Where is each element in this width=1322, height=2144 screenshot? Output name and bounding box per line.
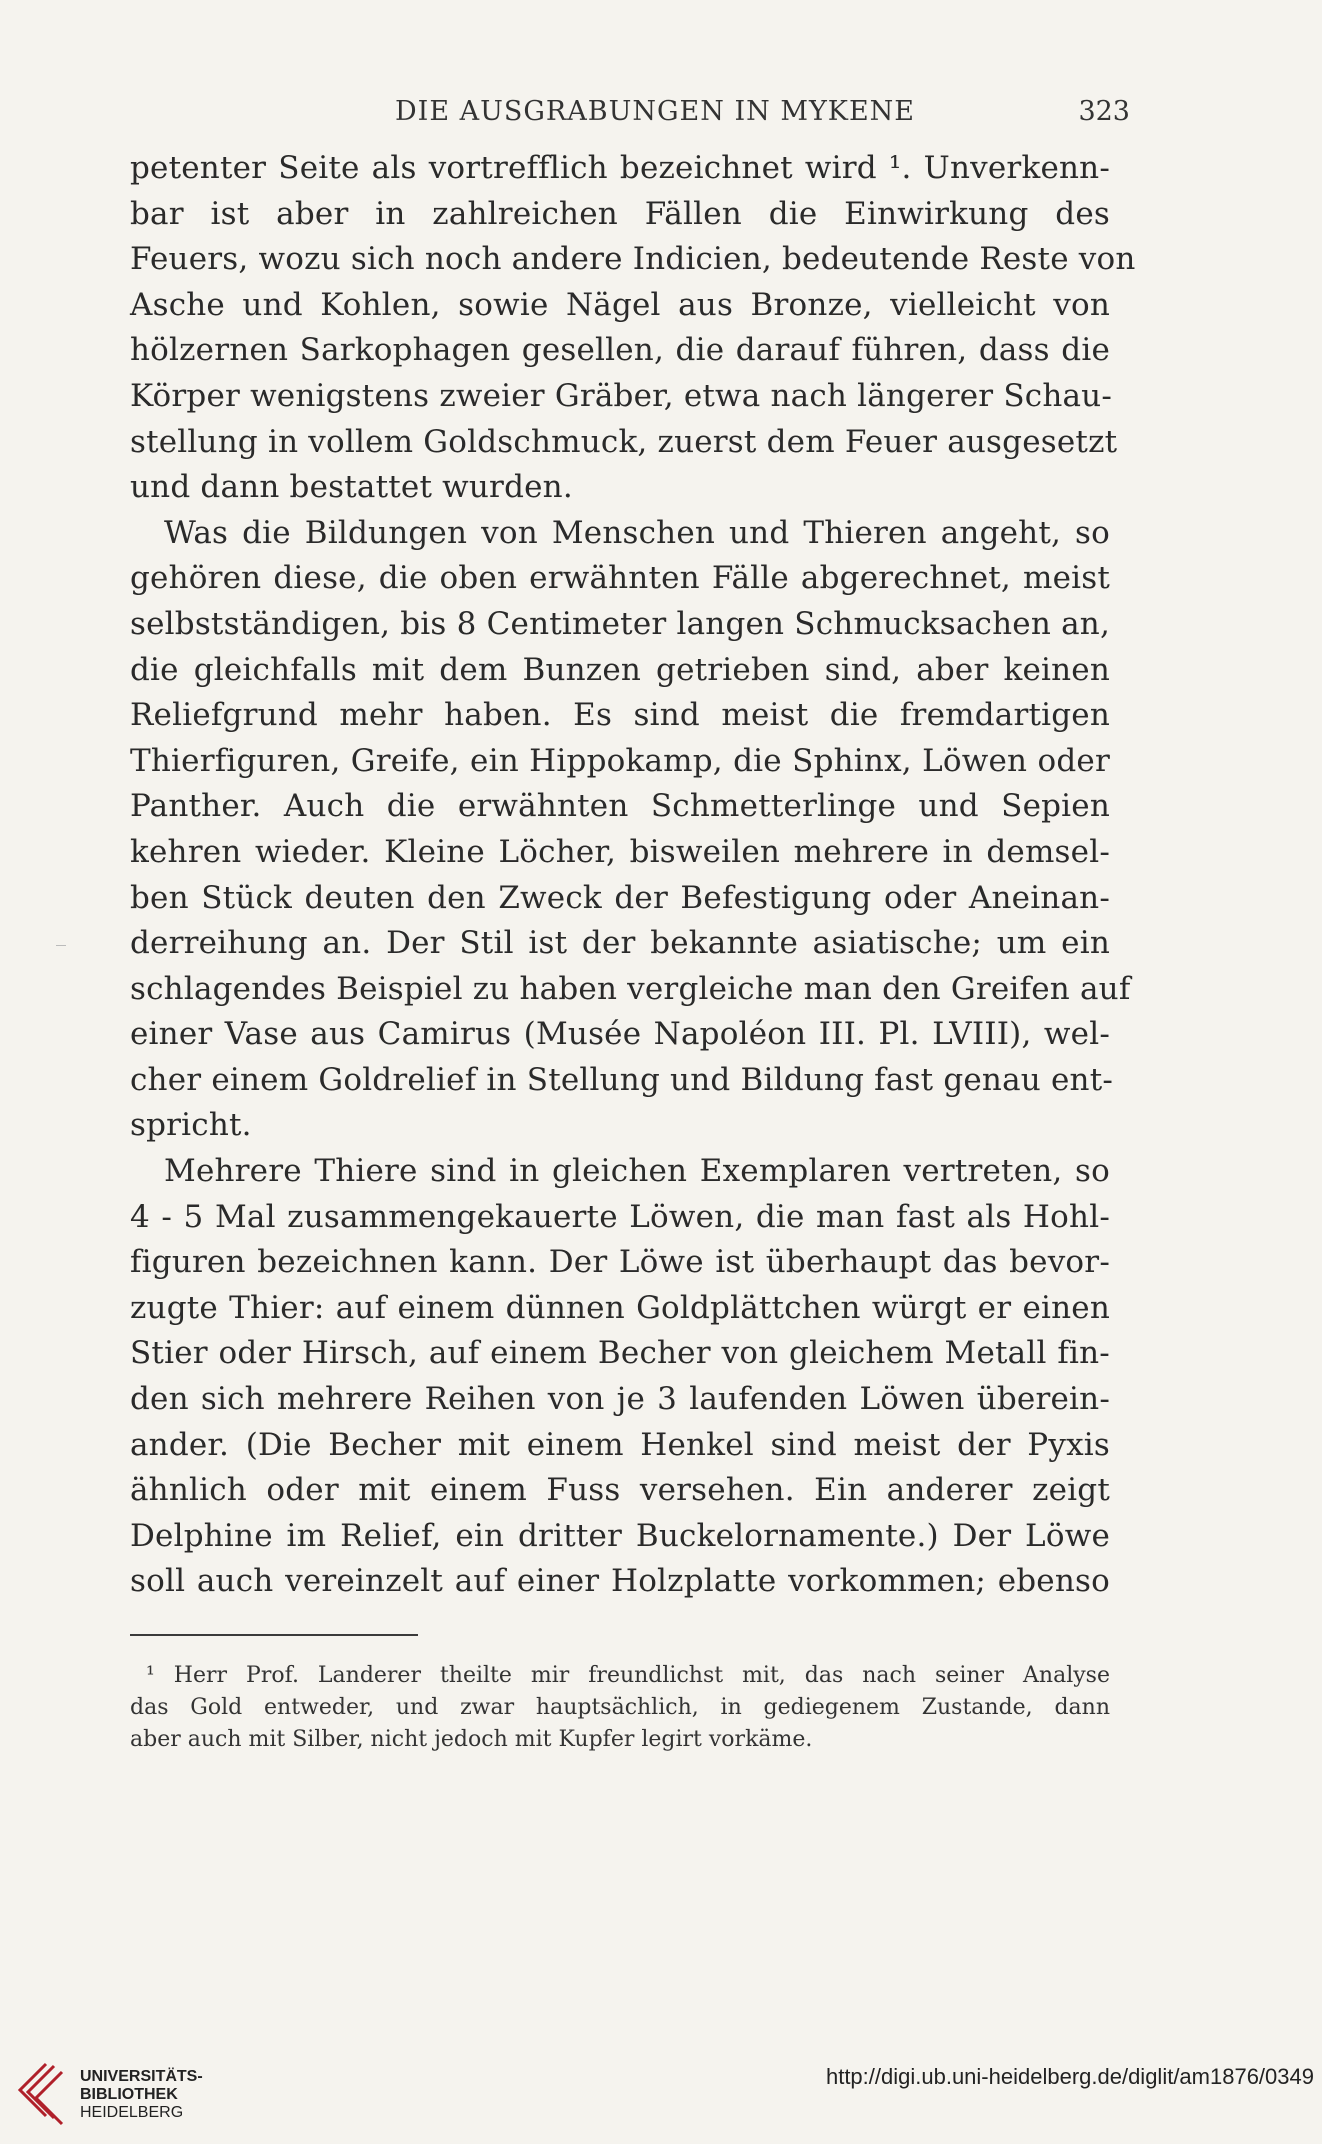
- footnote-line: das Gold entweder, und zwar hauptsächlich, in gediegenem Zustande, dann: [130, 1695, 1110, 1720]
- text-line: Was die Bildungen von Menschen und Thieren angeht, so: [164, 514, 1110, 551]
- library-name: [80, 2068, 203, 2122]
- footnote-line: aber auch mit Silber, nicht jedoch mit Kupfer legirt vorkäme.: [130, 1727, 813, 1752]
- body-text: [130, 146, 1136, 1605]
- running-head: [130, 96, 1130, 130]
- text-line: und dann bestattet wurden.: [130, 469, 573, 506]
- text-line: die gleichfalls mit dem Bunzen getrieben sind, aber keinen: [130, 651, 1110, 688]
- text-line: hölzernen Sarkophagen gesellen, die darauf führen, dass die: [130, 332, 1110, 369]
- library-name-line: UNIVERSITÄTS-: [80, 2068, 203, 2085]
- text-line: Feuers, wozu sich noch andere Indicien, bedeutende Reste von: [130, 241, 1136, 278]
- library-logo-icon: [14, 2060, 74, 2132]
- text-line: Reliefgrund mehr haben. Es sind meist die fremdartigen: [130, 697, 1110, 734]
- text-line: ander. (Die Becher mit einem Henkel sind meist der Pyxis: [130, 1426, 1110, 1463]
- library-name-line: BIBLIOTHEK: [80, 2086, 178, 2103]
- text-line: Körper wenigstens zweier Gräber, etwa nach längerer Schau-: [130, 377, 1113, 414]
- text-line: spricht.: [130, 1107, 252, 1144]
- text-line: Asche und Kohlen, sowie Nägel aus Bronze, vielleicht von: [130, 286, 1110, 323]
- text-line: Stier oder Hirsch, auf einem Becher von gleichem Metall fin-: [130, 1335, 1110, 1372]
- text-line: cher einem Goldrelief in Stellung und Bildung fast genau ent-: [130, 1061, 1114, 1098]
- text-line: Delphine im Relief, ein dritter Buckelornamente.) Der Löwe: [130, 1517, 1110, 1554]
- text-line: den sich mehrere Reihen von je 3 laufenden Löwen überein-: [130, 1381, 1110, 1418]
- text-line: ben Stück deuten den Zweck der Befestigung oder Aneinan-: [130, 879, 1110, 916]
- text-line: einer Vase aus Camirus (Musée Napoléon III. Pl. LVIII), wel-: [130, 1016, 1110, 1053]
- library-name-line: HEIDELBERG: [80, 2104, 184, 2121]
- text-line: 4 - 5 Mal zusammengekauerte Löwen, die man fast als Hohl-: [130, 1198, 1110, 1235]
- text-line: derreihung an. Der Stil ist der bekannte asiatische; um ein: [130, 925, 1110, 962]
- margin-mark: [56, 945, 66, 946]
- text-line: soll auch vereinzelt auf einer Holzplatte vorkommen; ebenso: [130, 1563, 1110, 1600]
- digitization-footer: [0, 2050, 1322, 2144]
- text-line: zugte Thier: auf einem dünnen Goldplättchen würgt er einen: [130, 1289, 1110, 1326]
- text-line: petenter Seite als vortrefflich bezeichnet wird ¹. Unverkenn-: [130, 150, 1110, 186]
- text-line: Thierfiguren, Greife, ein Hippokamp, die Sphinx, Löwen oder: [130, 742, 1110, 779]
- footnote: [130, 1660, 1110, 1756]
- text-line: ähnlich oder mit einem Fuss versehen. Ein anderer zeigt: [130, 1472, 1110, 1509]
- footnote-line: ¹ Herr Prof. Landerer theilte mir freundlichst mit, das nach seiner Analyse: [146, 1663, 1110, 1688]
- running-title: DIE AUSGRABUNGEN IN MYKENE: [395, 96, 916, 127]
- text-line: schlagendes Beispiel zu haben vergleiche man den Greifen auf: [130, 970, 1131, 1007]
- page-number: 323: [1078, 96, 1130, 127]
- text-line: figuren bezeichnen kann. Der Löwe ist überhaupt das bevor-: [130, 1244, 1110, 1281]
- text-line: stellung in vollem Goldschmuck, zuerst dem Feuer ausgesetzt: [130, 423, 1118, 460]
- footnote-divider: [130, 1634, 418, 1636]
- text-line: Mehrere Thiere sind in gleichen Exemplaren vertreten, so: [164, 1153, 1110, 1190]
- text-line: bar ist aber in zahlreichen Fällen die Einwirkung des: [130, 195, 1110, 232]
- source-url-link[interactable]: http://digi.ub.uni-heidelberg.de/diglit/am1876/0349: [825, 2064, 1314, 2089]
- text-line: gehören diese, die oben erwähnten Fälle abgerechnet, meist: [130, 560, 1110, 597]
- text-line: selbstständigen, bis 8 Centimeter langen Schmucksachen an,: [130, 605, 1110, 642]
- text-line: kehren wieder. Kleine Löcher, bisweilen mehrere in demsel-: [130, 833, 1110, 870]
- text-line: Panther. Auch die erwähnten Schmetterlinge und Sepien: [130, 788, 1110, 825]
